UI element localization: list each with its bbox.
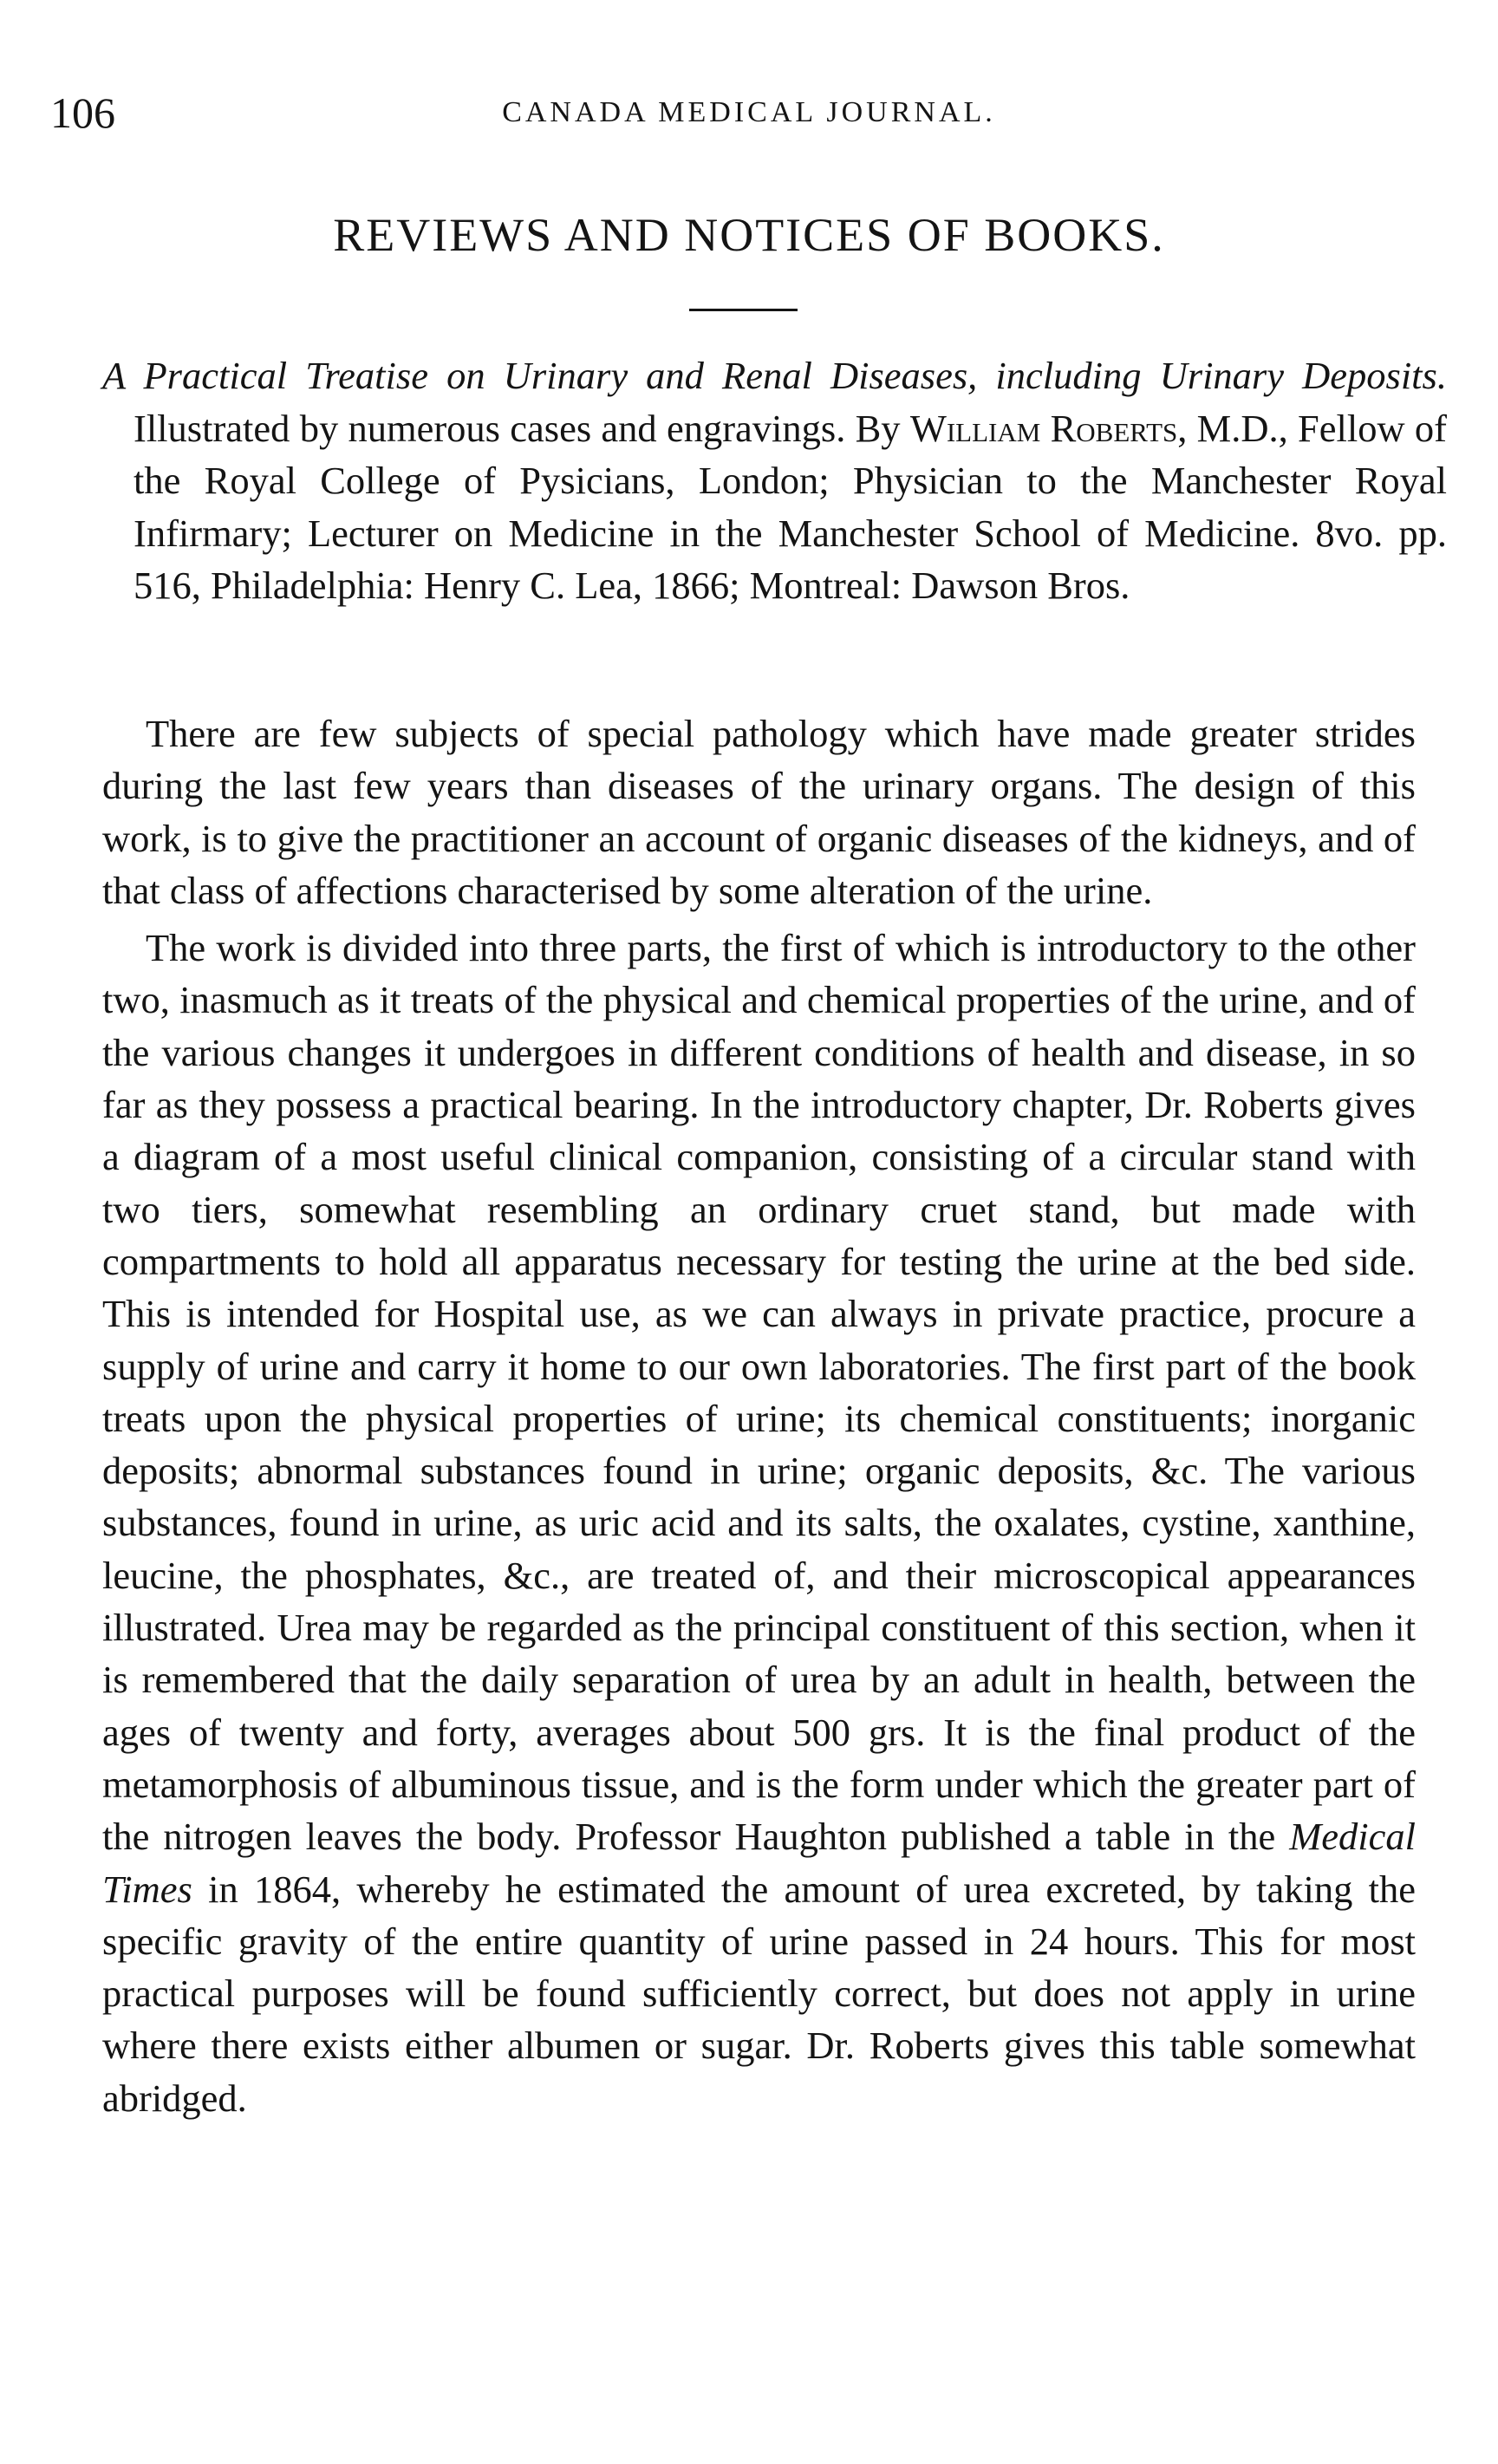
review-paragraph-2-text-continued: in 1864, whereby he estimated the amount of urea excreted, by taking the specific gravity of the entire quantity of urine passed in 24 hours. This for most practical purposes will be found sufficiently correct, but does not apply in urine where there exists either albumen or sugar. Dr. Roberts gives this table somewhat abridged. bbox=[102, 1867, 1416, 2120]
book-title: A Practical Treatise on Urinary and Renal Diseases, including Urinary Deposits. bbox=[102, 354, 1447, 397]
journal-name-medical-times: Medical Times bbox=[102, 1815, 1416, 1911]
review-paragraph-1: There are few subjects of special pathology which have made greater strides during the last few years than diseases of the urinary organs. The design of this work, is to give the practitioner an account of organic diseases of the kidneys, and of that class of affections characterised by some alteration of the urine. bbox=[102, 712, 1416, 912]
review-paragraph-2-text: The work is divided into three parts, the first of which is introductory to the other two, inasmuch as it treats of the physical and chemical properties of the urine, and of the various changes it undergoes in different conditions of health and disease, in so far as they possess a practical bearing. In the introductory chapter, Dr. Roberts gives a diagram of a most useful clinical companion, consisting of a circular stand with two tiers, somewhat resembling an ordinary cruet stand, but made with compartments to hold all apparatus necessary for testing the urine at the bed side. This is intended for Hospital use, as we can always in private practice, procure a supply of urine and carry it home to our own laboratories. The first part of the book treats upon the physical properties of urine; its chemical constituents; inorganic deposits; abnormal substances found in urine; organic deposits, &c. The various substances, found in urine, as uric acid and its salts, the oxalates, cystine, xanthine, leucine, the phosphates, &c., are treated of, and their microscopical appearances illustrated. Urea may be regarded as the principal constituent of this section, when it is remembered that the daily separation of urea by an adult in health, between the ages of twenty and forty, averages about 500 grs. It is the final product of the metamorphosis of albuminous tissue, and is the form under which the greater part of the nitrogen leaves the body. Professor Haughton published a table in the bbox=[102, 926, 1416, 1859]
running-head bbox=[0, 87, 1498, 139]
title-divider bbox=[689, 309, 798, 311]
section-title: REVIEWS AND NOTICES OF BOOKS. bbox=[333, 209, 1165, 261]
book-author: William Roberts, bbox=[909, 406, 1188, 450]
review-body bbox=[102, 707, 1416, 2129]
book-citation bbox=[102, 349, 1447, 612]
journal-title: CANADA MEDICAL JOURNAL. bbox=[502, 96, 996, 128]
book-illustration-note: Illustrated by numerous cases and engravings. By bbox=[134, 406, 910, 450]
page-number: 106 bbox=[50, 88, 115, 137]
book-publication-details: M.D., Fellow of the Royal College of Pysicians, London; Physician to the Manchester Royal Infirmary; Lecturer on Medicine in the Manchester School of Medicine. 8vo. pp. 516, Philadelphia: Henry C. Lea, 1866; Montreal: Dawson Bros. bbox=[134, 406, 1447, 607]
review-paragraph-2 bbox=[102, 922, 1416, 2124]
